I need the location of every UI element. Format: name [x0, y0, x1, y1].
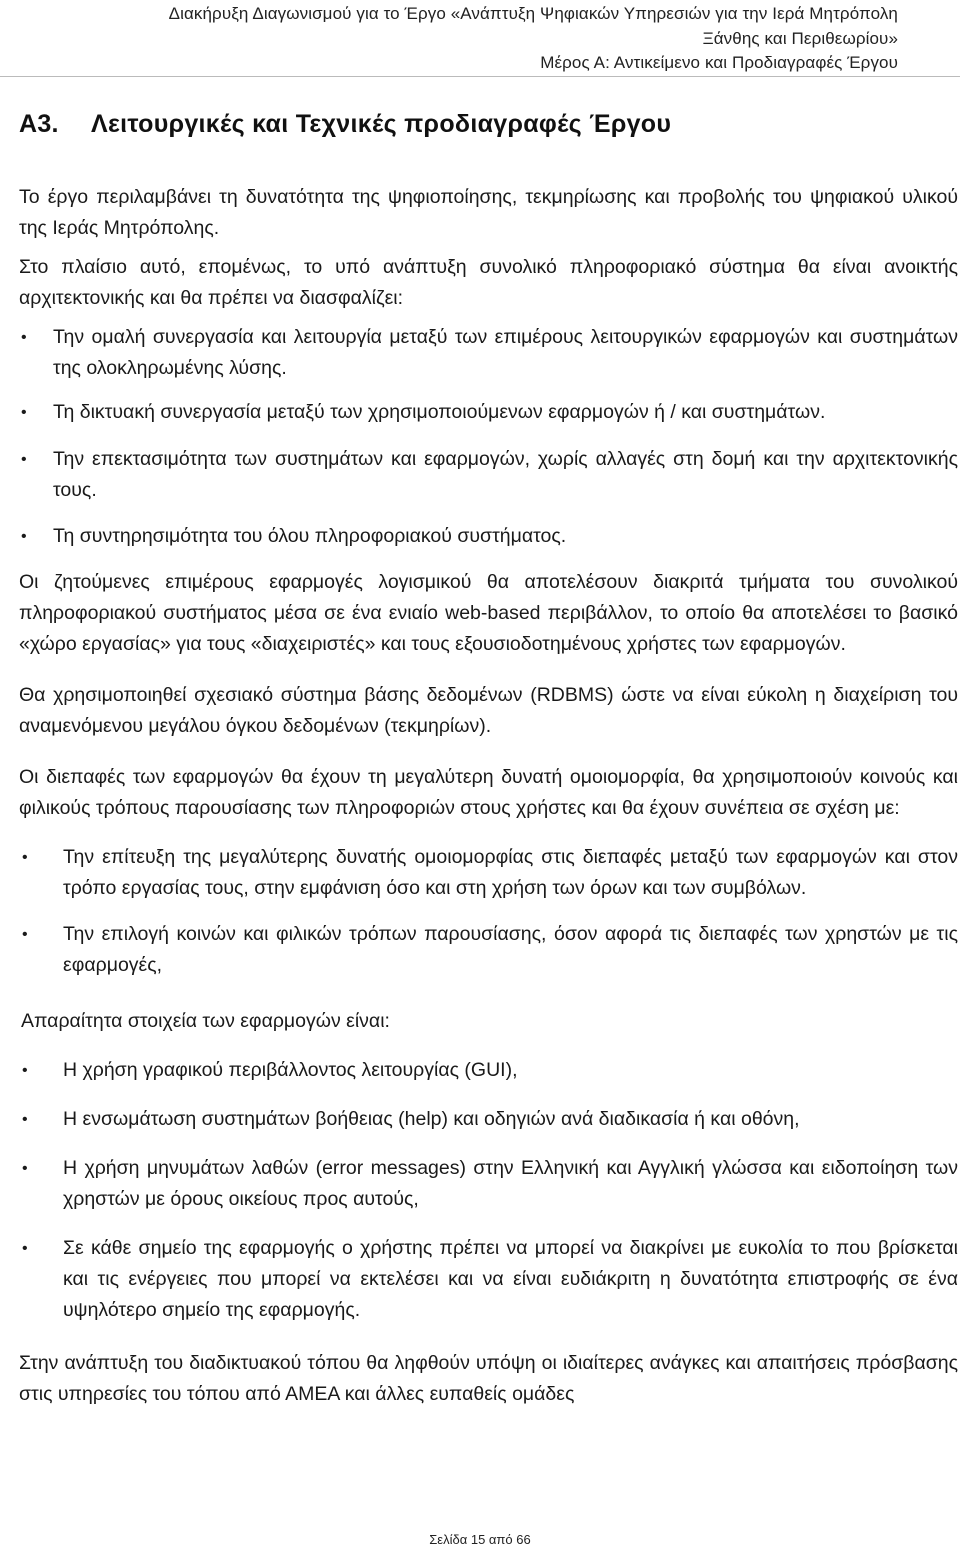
consistency-list	[19, 842, 958, 981]
page-header	[169, 2, 898, 76]
list-item	[19, 322, 958, 384]
requirements-list	[19, 322, 958, 552]
bullet-icon: •	[22, 1240, 28, 1257]
header-divider	[0, 76, 960, 77]
list-item	[19, 1104, 958, 1135]
list-item-text: Την επεκτασιμότητα των συστημάτων και εφαρμογών, χωρίς αλλαγές στη δομή και την αρχιτεκτονικής τους.	[53, 448, 958, 501]
list-item	[19, 521, 958, 552]
list-item	[19, 919, 958, 981]
paragraph-intro: Το έργο περιλαμβάνει τη δυνατότητα της ψηφιοποίησης, τεκμηρίωσης και προβολής του ψηφιακού υλικού της Ιεράς Μητρόπολης.	[19, 186, 958, 239]
list-item-text: Τη δικτυακή συνεργασία μεταξύ των χρησιμοποιούμενων εφαρμογών ή / και συστημάτων.	[53, 401, 826, 423]
paragraph-database: Θα χρησιμοποιηθεί σχεσιακό σύστημα βάσης δεδομένων (RDBMS) ώστε να είναι εύκολη η διαχείριση του αναμενόμενου μεγάλου όγκου δεδομένων (τεκμηρίων).	[19, 684, 958, 737]
section-title-text: Λειτουργικές και Τεχνικές προδιαγραφές Έργου	[91, 110, 672, 138]
header-line-2: Ξάνθης και Περιθεωρίου»	[702, 28, 898, 48]
bullet-icon: •	[21, 404, 27, 421]
list-item-text: Σε κάθε σημείο της εφαρμογής ο χρήστης πρέπει να μπορεί να διακρίνει με ευκολία το που βρίσκεται και τις ενέργειες που μπορεί να εκτελέσει και να είναι ευδιάκριτη η δυνατότητα επιστροφής σε ένα υψηλότερο σημείο της εφαρμογής.	[63, 1237, 958, 1321]
paragraph-framework: Στο πλαίσιο αυτό, επομένως, το υπό ανάπτυξη συνολικό πληροφοριακό σύστημα θα είναι ανοικτής αρχιτεκτονικής και θα πρέπει να διασφαλίζει:	[19, 256, 958, 309]
list-item	[19, 397, 958, 428]
essentials-list	[19, 1055, 958, 1326]
list-item-text: Την ομαλή συνεργασία και λειτουργία μεταξύ των επιμέρους λειτουργικών εφαρμογών και συστημάτων της ολοκληρωμένης λύσης.	[53, 326, 958, 379]
list-item	[19, 842, 958, 904]
list-item-text: Την επίτευξη της μεγαλύτερης δυνατής ομοιομορφίας στις διεπαφές μεταξύ των εφαρμογών και στον τρόπο εργασίας τους, στην εμφάνιση όσο και στη χρήση των όρων και των συμβόλων.	[63, 846, 958, 899]
list-item	[19, 1233, 958, 1326]
bullet-icon: •	[22, 1160, 28, 1177]
bullet-icon: •	[22, 849, 28, 866]
section-number: Α3.	[19, 110, 59, 138]
bullet-icon: •	[21, 329, 27, 346]
page-footer	[0, 1532, 960, 1547]
header-line-3: Μέρος Α: Αντικείμενο και Προδιαγραφές Έργου	[540, 53, 898, 72]
list-item	[19, 444, 958, 506]
bullet-icon: •	[21, 451, 27, 468]
list-item-text: Η χρήση γραφικού περιβάλλοντος λειτουργίας (GUI),	[63, 1059, 518, 1081]
paragraph-accessibility: Στην ανάπτυξη του διαδικτυακού τόπου θα ληφθούν υπόψη οι ιδιαίτερες ανάγκες και απαιτήσεις πρόσβασης στις υπηρεσίες του τόπου από ΑΜΕΑ και άλλες ευπαθείς ομάδες	[19, 1352, 958, 1405]
list-item-text: Την επιλογή κοινών και φιλικών τρόπων παρουσίασης, όσον αφορά τις διεπαφές των χρηστών με τις εφαρμογές,	[63, 923, 958, 976]
document-body	[19, 182, 958, 1410]
list-item-text: Τη συντηρησιμότητα του όλου πληροφοριακού συστήματος.	[53, 525, 567, 547]
header-line-1: Διακήρυξη Διαγωνισμού για το Έργο «Ανάπτυξη Ψηφιακών Υπηρεσιών για την Ιερά Μητρόπολη	[168, 4, 898, 23]
bullet-icon: •	[22, 926, 28, 943]
section-title	[19, 110, 671, 139]
paragraph-applications: Οι ζητούμενες επιμέρους εφαρμογές λογισμικού θα αποτελέσουν διακριτά τμήματα του συνολικού πληροφοριακού συστήματος μέσα σε ένα ενιαίο web-based περιβάλλον, το οποίο θα αποτελέσει το βασικό «χώρο εργασίας» για τους «διαχειριστές» και τους εξουσιοδοτημένους χρήστες των εφαρμογών.	[19, 571, 958, 655]
paragraph-interfaces: Οι διεπαφές των εφαρμογών θα έχουν τη μεγαλύτερη δυνατή ομοιομορφία, θα χρησιμοποιούν κοινούς και φιλικούς τρόπους παρουσίασης των πληροφοριών στους χρήστες και θα έχουν συνέπεια σε σχέση με:	[19, 766, 958, 819]
bullet-icon: •	[22, 1111, 28, 1128]
list-item-text: Η ενσωμάτωση συστημάτων βοήθειας (help) και οδηγιών ανά διαδικασία ή και οθόνη,	[63, 1108, 800, 1130]
paragraph-essentials: Απαραίτητα στοιχεία των εφαρμογών είναι:	[21, 1010, 390, 1032]
list-item	[19, 1153, 958, 1215]
page-number: Σελίδα 15 από 66	[429, 1532, 531, 1547]
bullet-icon: •	[21, 528, 27, 545]
list-item-text: Η χρήση μηνυμάτων λαθών (error messages) στην Ελληνική και Αγγλική γλώσσα και ειδοποίηση των χρηστών με όρους οικείους προς αυτούς,	[63, 1157, 958, 1210]
bullet-icon: •	[22, 1062, 28, 1079]
list-item	[19, 1055, 958, 1086]
